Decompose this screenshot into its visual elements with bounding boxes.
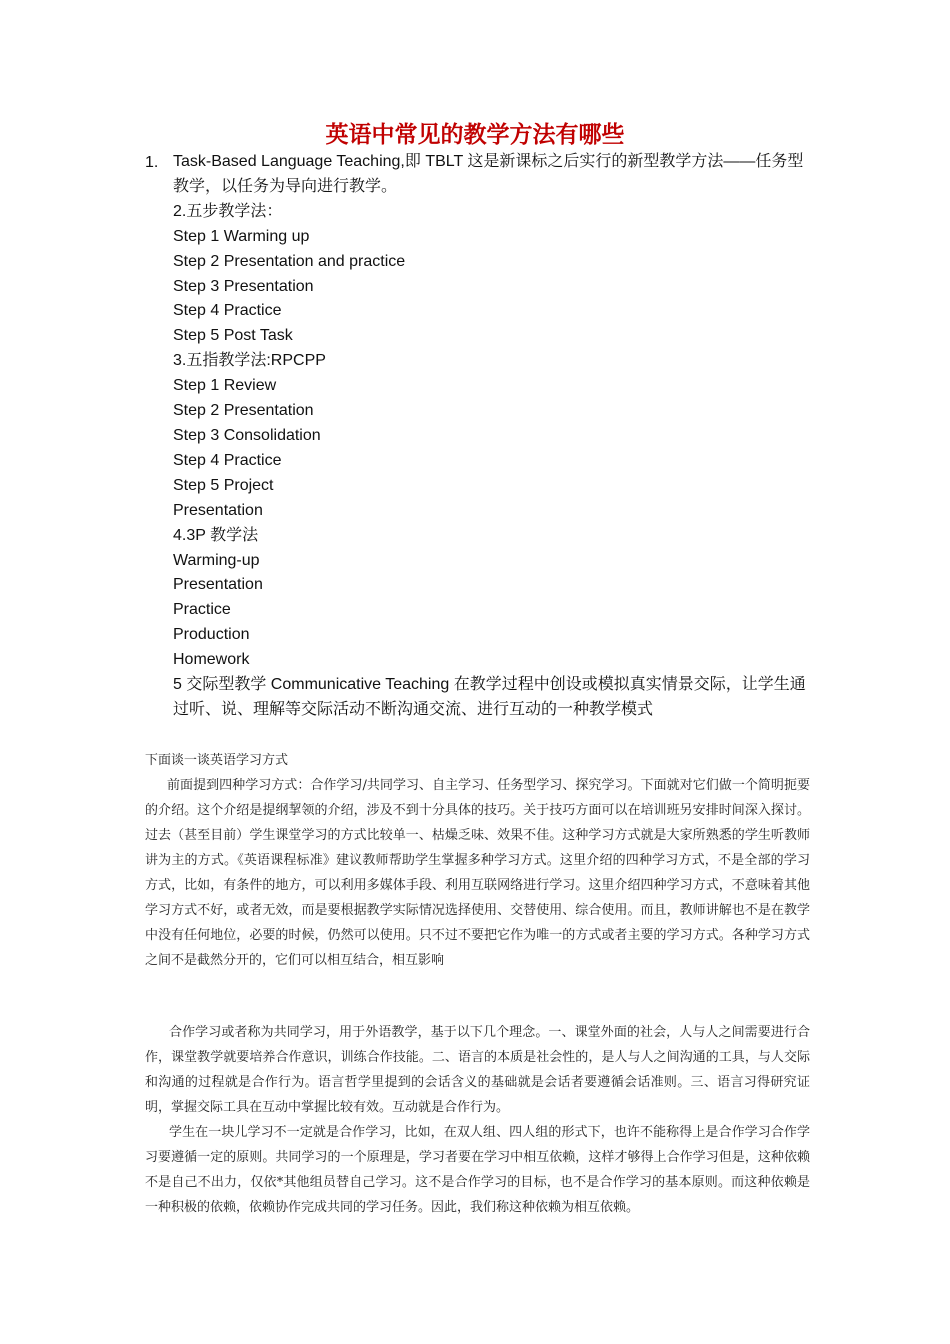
list-item: Step 1 Review (173, 377, 277, 395)
list-item: Practice (173, 601, 231, 619)
section-paragraph: 合作学习或者称为共同学习，用于外语教学，基于以下几个理念。一、课堂外面的社会，人与人之间需要进行合作，课堂教学就要培养合作意识，训练合作技能。二、语言的本质是社会性的，是人与人之间沟通的工具，与人交际和沟通的过程就是合作行为。语言哲学里提到的会话含义的基础就是会话者要遵循会话准则。三、语言习得研究证明，掌握交际工具在互动中掌握比较有效。互动就是合作行为。 (145, 1025, 810, 1115)
list-item: Task-Based Language Teaching,即 TBLT 这是新课标之后实行的新型教学方法——任务型教学，以任务为导向进行教学。 (173, 153, 804, 195)
list-item: Step 2 Presentation and practice (173, 252, 406, 270)
list-item: Step 5 Post Task (173, 327, 293, 345)
list-item: Step 5 Project (173, 476, 274, 494)
document-title: 英语中常见的教学方法有哪些 (325, 121, 625, 148)
list-item: 3.五指教学法:RPCPP (173, 352, 326, 370)
list-item: Production (173, 626, 250, 644)
cooperative-learning-section (145, 1020, 810, 1220)
list-number: 1. (145, 154, 159, 171)
list-item: Step 4 Practice (173, 451, 282, 469)
list-item: Homework (173, 651, 250, 669)
list-item: Presentation (173, 576, 263, 594)
section-paragraph: 前面提到四种学习方式：合作学习/共同学习、自主学习、任务型学习、探究学习。下面就对它们做一个简明扼要的介绍。这个介绍是提纲挈领的介绍，涉及不到十分具体的技巧。关于技巧方面可以在培训班另安排时间深入探讨。过去（甚至目前）学生课堂学习的方式比较单一、枯燥乏味、效果不佳。这种学习方式就是大家所熟悉的学生听教师讲为主的方式。《英语课程标准》建议教师帮助学生掌握多种学习方式。这里介绍的四种学习方式，不是全部的学习方式，比如，有条件的地方，可以利用多媒体手段、利用互联网络进行学习。这里介绍四种学习方式，不意味着其他学习方式不好，或者无效，而是要根据教学实际情况选择使用、交替使用、综合使用。而且，教师讲解也不是在教学中没有任何地位，必要的时候，仍然可以使用。只不过不要把它作为唯一的方式或者主要的学习方式。各种学习方式之间不是截然分开的，它们可以相互结合，相互影响 (145, 778, 810, 968)
section-paragraph: 学生在一块儿学习不一定就是合作学习，比如，在双人组、四人组的形式下，也许不能称得上是合作学习合作学习要遵循一定的原则。共同学习的一个原理是，学习者要在学习中相互依赖，这样才够得上合作学习但是，这种依赖不是自己不出力，仅依*其他组员替自己学习。这不是合作学习的目标，也不是合作学习的基本原则。而这种依赖是一种积极的依赖，依赖协作完成共同的学习任务。因此，我们称这种依赖为相互依赖。 (145, 1125, 810, 1215)
list-item: Step 1 Warming up (173, 227, 310, 245)
learning-methods-section (145, 748, 810, 973)
list-item: Step 3 Consolidation (173, 426, 321, 444)
list-item: Warming-up (173, 551, 260, 569)
list-item: 5 交际型教学 Communicative Teaching 在教学过程中创设或模拟真实情景交际，让学生通过听、说、理解等交际活动不断沟通交流、进行互动的一种教学模式 (173, 676, 806, 718)
teaching-methods-list (145, 150, 810, 723)
list-item: Presentation (173, 501, 263, 519)
list-item: 4.3P 教学法 (173, 526, 259, 544)
list-item: Step 2 Presentation (173, 402, 314, 420)
section-heading: 下面谈一谈英语学习方式 (145, 753, 289, 768)
list-item: 2.五步教学法： (173, 202, 283, 220)
list-item: Step 3 Presentation (173, 277, 314, 295)
list-item: Step 4 Practice (173, 302, 282, 320)
